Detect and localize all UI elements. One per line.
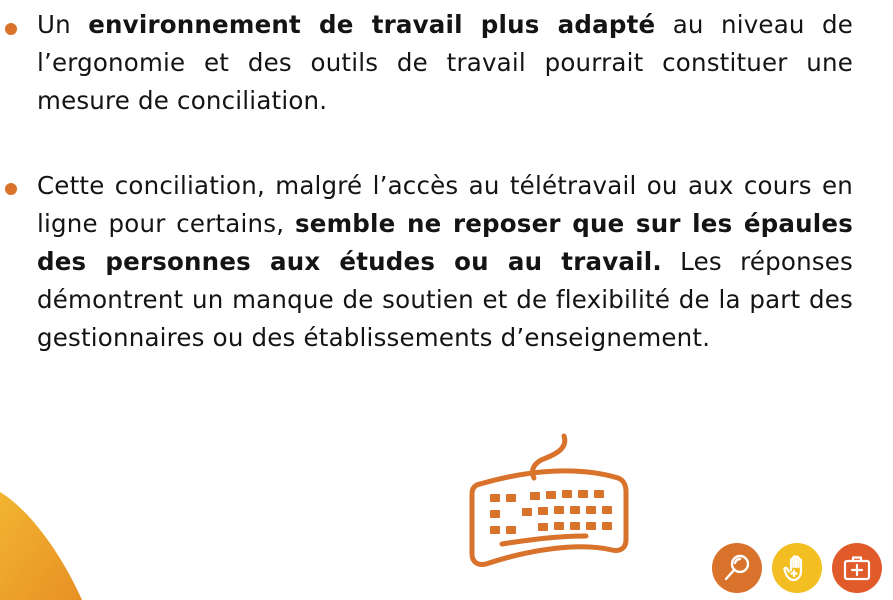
keyboard-icon xyxy=(458,432,633,572)
bullet-text xyxy=(37,167,853,357)
bullet-text-bold: semble ne reposer que sur les épaules des personnes aux études ou au travail. xyxy=(37,209,853,276)
bullet-dot xyxy=(5,183,17,195)
magnifier-icon xyxy=(712,543,762,593)
first-aid-kit-icon xyxy=(832,543,882,593)
hand-icon xyxy=(772,543,822,593)
bullet-text-part: Les réponses démontrent un manque de soutien et de flexibilité de la part des gestionnaires ou des établissements d’enseignement. xyxy=(37,247,853,352)
bullet-text xyxy=(37,6,853,120)
corner-decoration xyxy=(0,470,110,600)
bullet-text-bold: environnement de travail plus adapté xyxy=(88,10,656,39)
bullet-text-part: au niveau de l’ergonomie et des outils de travail pourrait constituer une mesure de conciliation. xyxy=(37,10,854,115)
bullet-dot xyxy=(5,23,17,35)
bullet-text-part: Un xyxy=(37,10,89,39)
bullet-text-part: Cette conciliation, malgré l’accès au télétravail ou aux cours en ligne pour certains, xyxy=(37,171,853,238)
